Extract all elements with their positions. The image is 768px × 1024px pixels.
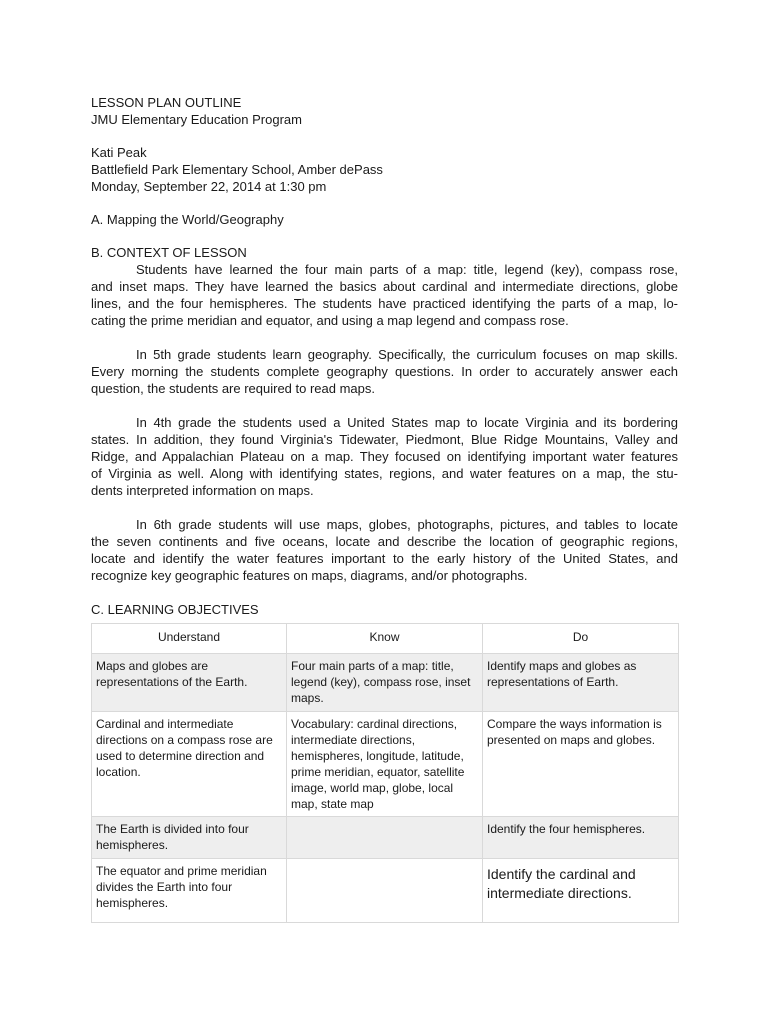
author-name: Kati Peak [91,145,147,160]
context-paragraph: In 6th grade students will use maps, globes, photographs, pictures, and tables to locate the seven continents and five oceans, locate and describe the location of geographic regions, locate and identify the water features important to the early history of the United States, and recognize key geographic features on maps, diagrams, and/or photographs. [91,517,678,583]
section-c-heading: C. LEARNING OBJECTIVES [91,602,259,617]
lesson-datetime: Monday, September 22, 2014 at 1:30 pm [91,179,327,194]
table-cell: Identify maps and globes as representations of Earth. [483,654,679,712]
table-cell: The Earth is divided into four hemispheres. [92,817,287,859]
table-cell: Cardinal and intermediate directions on a compass rose are used to determine direction and location. [92,712,287,817]
table-cell [287,817,483,859]
table-cell: Maps and globes are representations of the Earth. [92,654,287,712]
learning-objectives-table [91,623,679,923]
table-cell: The equator and prime meridian divides the Earth into four hemispheres. [92,859,287,923]
document-body [91,94,678,618]
section-a-heading: A. Mapping the World/Geography [91,212,284,227]
context-paragraph: In 4th grade the students used a United States map to locate Virginia and its bordering states. In addition, they found Virginia's Tidewater, Piedmont, Blue Ridge Mountains, Valley and Ridge, and Appalachian Plateau on a map. They focused on identifying important water features of Virginia as well. Along with identifying states, regions, and water features on a map, the stu- dents interpreted information on maps. [91,415,678,498]
table-row [92,859,679,923]
table-cell: Vocabulary: cardinal directions, intermediate directions, hemispheres, longitude, latitude, prime meridian, equator, satellite image, world map, globe, local map, state map [287,712,483,817]
table-cell: Four main parts of a map: title, legend (key), compass rose, inset maps. [287,654,483,712]
table-row [92,712,679,817]
table-cell: Compare the ways information is presented on maps and globes. [483,712,679,817]
table-row [92,654,679,712]
column-header-know: Know [287,624,483,654]
column-header-understand: Understand [92,624,287,654]
document-title: LESSON PLAN OUTLINE [91,95,242,110]
table-cell: Identify the cardinal and intermediate directions. [483,859,679,923]
program-name: JMU Elementary Education Program [91,112,302,127]
table-header-row [92,624,679,654]
school-name: Battlefield Park Elementary School, Amber dePass [91,162,383,177]
context-paragraph: Students have learned the four main parts of a map: title, legend (key), compass rose, and inset maps. They have learned the basics about cardinal and intermediate directions, globe lines, and the four hemispheres. The students have practiced identifying the parts of a map, lo- cating the prime meridian and equator, and using a map legend and compass rose. [91,262,678,328]
table-cell [287,859,483,923]
table-row [92,817,679,859]
table-cell: Identify the four hemispheres. [483,817,679,859]
section-b-heading: B. CONTEXT OF LESSON [91,245,247,260]
column-header-do: Do [483,624,679,654]
context-paragraph: In 5th grade students learn geography. Specifically, the curriculum focuses on map skills. Every morning the students complete geography questions. In order to accurately answer each question, the students are required to read maps. [91,347,678,396]
